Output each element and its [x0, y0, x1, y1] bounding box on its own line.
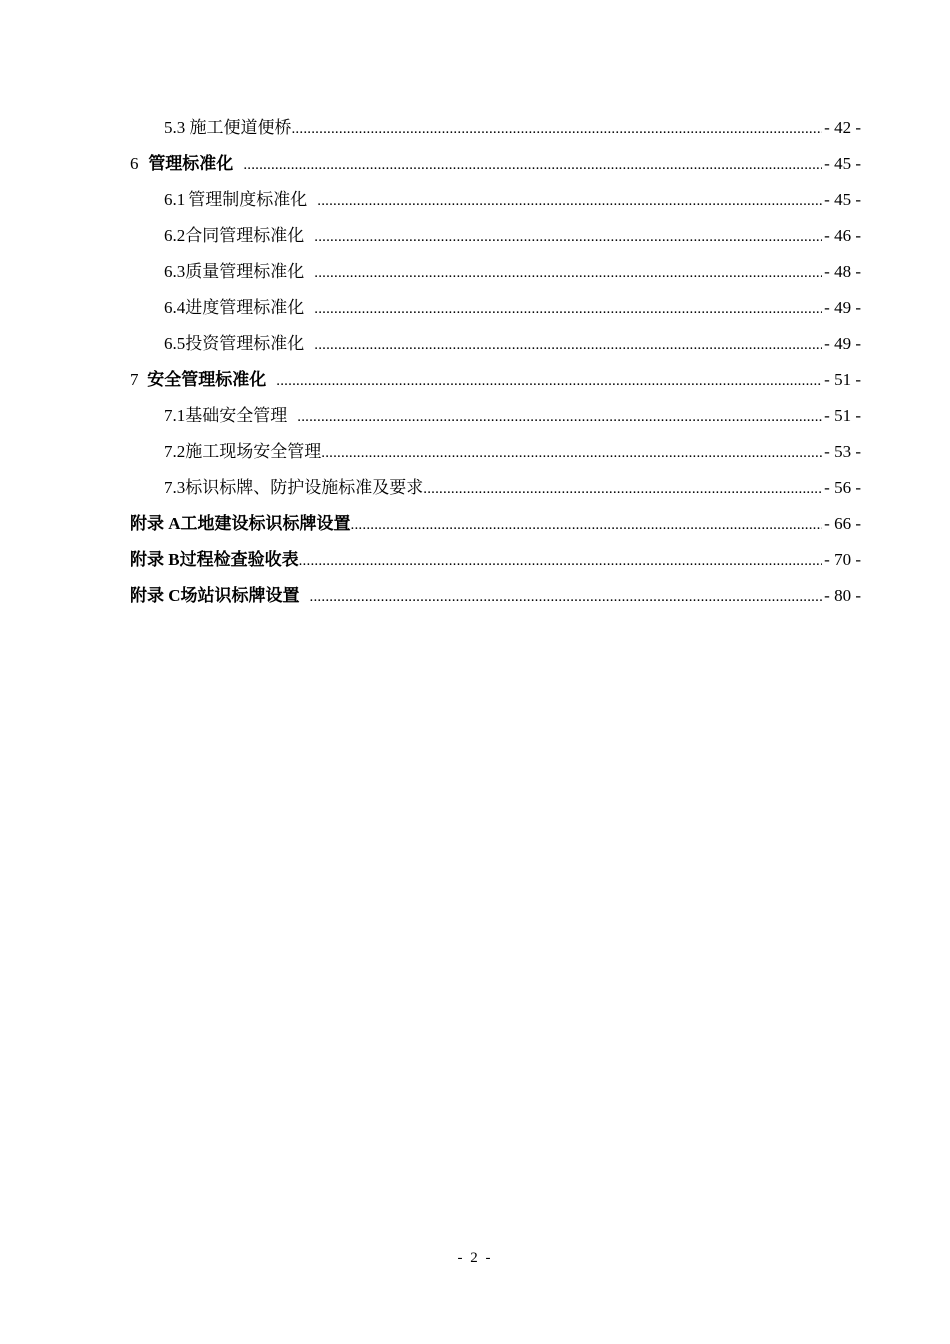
toc-entry-title: 场站识标牌设置: [180, 586, 300, 605]
toc-leader-dots: [310, 579, 823, 615]
toc-leader-dots: [243, 147, 822, 183]
toc-entry-number: 6.5: [164, 334, 186, 353]
toc-entry-6-1[interactable]: [130, 182, 861, 218]
toc-entry-number: 6.1: [164, 190, 186, 209]
toc-entry-6-2[interactable]: [130, 218, 861, 254]
toc-entry-page: - 45 -: [824, 190, 861, 209]
toc-entry-7[interactable]: [130, 362, 861, 398]
toc-entry-page: - 42 -: [824, 118, 861, 137]
toc-entry-page: - 45 -: [824, 154, 861, 173]
toc-entry-6[interactable]: [130, 146, 861, 182]
toc-entry-number: 7.2: [164, 442, 186, 461]
toc-entry-5-3[interactable]: [130, 110, 861, 146]
toc-entry-page: - 48 -: [824, 262, 861, 281]
toc-entry-number: 6.4: [164, 298, 186, 317]
toc-leader-dots: [314, 327, 822, 363]
toc-entry-page: - 80 -: [824, 586, 861, 605]
toc-leader-dots: [291, 111, 822, 147]
toc-entry-number: 附录 C: [130, 586, 181, 605]
toc-entry-title: 基础安全管理: [185, 406, 288, 425]
toc-entry-6-4[interactable]: [130, 290, 861, 326]
page-number: - 2 -: [457, 1250, 493, 1266]
toc-entry-number: 7.1: [164, 406, 186, 425]
toc-entry-title: 安全管理标准化: [147, 370, 267, 389]
toc-entry-page: - 51 -: [824, 370, 861, 389]
toc-entry-page: - 70 -: [824, 550, 861, 569]
toc-entry-6-5[interactable]: [130, 326, 861, 362]
toc-leader-dots: [314, 291, 822, 327]
toc-entry-number: 附录 A: [130, 514, 181, 533]
toc-entry-title: 施工现场安全管理: [185, 442, 322, 461]
toc-entry-number: 6: [130, 154, 139, 173]
toc-entry-title: 合同管理标准化: [185, 226, 305, 245]
toc-entry-page: - 49 -: [824, 298, 861, 317]
toc-entry-title: 标识标牌、防护设施标准及要求: [185, 478, 424, 497]
toc-entry-appendix-a[interactable]: [130, 506, 861, 542]
toc-entry-appendix-c[interactable]: [130, 578, 861, 614]
toc-entry-title: 进度管理标准化: [185, 298, 305, 317]
toc-entry-page: - 53 -: [824, 442, 861, 461]
toc-leader-dots: [276, 363, 822, 399]
toc-entry-7-2[interactable]: [130, 434, 861, 470]
toc-entry-number: 6.2: [164, 226, 186, 245]
toc-leader-dots: [321, 435, 822, 471]
toc-leader-dots: [314, 255, 822, 291]
toc-entry-page: - 56 -: [824, 478, 861, 497]
toc-entry-page: - 49 -: [824, 334, 861, 353]
toc-leader-dots: [317, 183, 822, 219]
toc-entry-title: 施工便道便桥: [189, 118, 292, 137]
toc-entry-number: 6.3: [164, 262, 186, 281]
toc-entry-number: 5.3: [164, 118, 186, 137]
toc-entry-number: 7: [130, 370, 139, 389]
toc-entry-title: 质量管理标准化: [185, 262, 305, 281]
toc-entry-page: - 46 -: [824, 226, 861, 245]
toc-entry-number: 7.3: [164, 478, 186, 497]
toc-entry-page: - 66 -: [824, 514, 861, 533]
toc-entry-title: 投资管理标准化: [185, 334, 305, 353]
toc-entry-number: 附录 B: [130, 550, 180, 569]
toc-entry-7-1[interactable]: [130, 398, 861, 434]
toc-leader-dots: [297, 399, 822, 435]
toc-entry-page: - 51 -: [824, 406, 861, 425]
toc-leader-dots: [314, 219, 822, 255]
toc-entry-6-3[interactable]: [130, 254, 861, 290]
toc-entry-title: 管理标准化: [148, 154, 234, 173]
toc-leader-dots: [423, 471, 822, 507]
toc-leader-dots: [351, 507, 823, 543]
toc-entry-title: 工地建设标识标牌设置: [180, 514, 351, 533]
toc-entry-7-3[interactable]: [130, 470, 861, 506]
table-of-contents: [130, 110, 861, 614]
toc-entry-title: 管理制度标准化: [188, 190, 308, 209]
toc-entry-title: 过程检查验收表: [179, 550, 299, 569]
toc-entry-appendix-b[interactable]: [130, 542, 861, 578]
toc-leader-dots: [299, 543, 823, 579]
